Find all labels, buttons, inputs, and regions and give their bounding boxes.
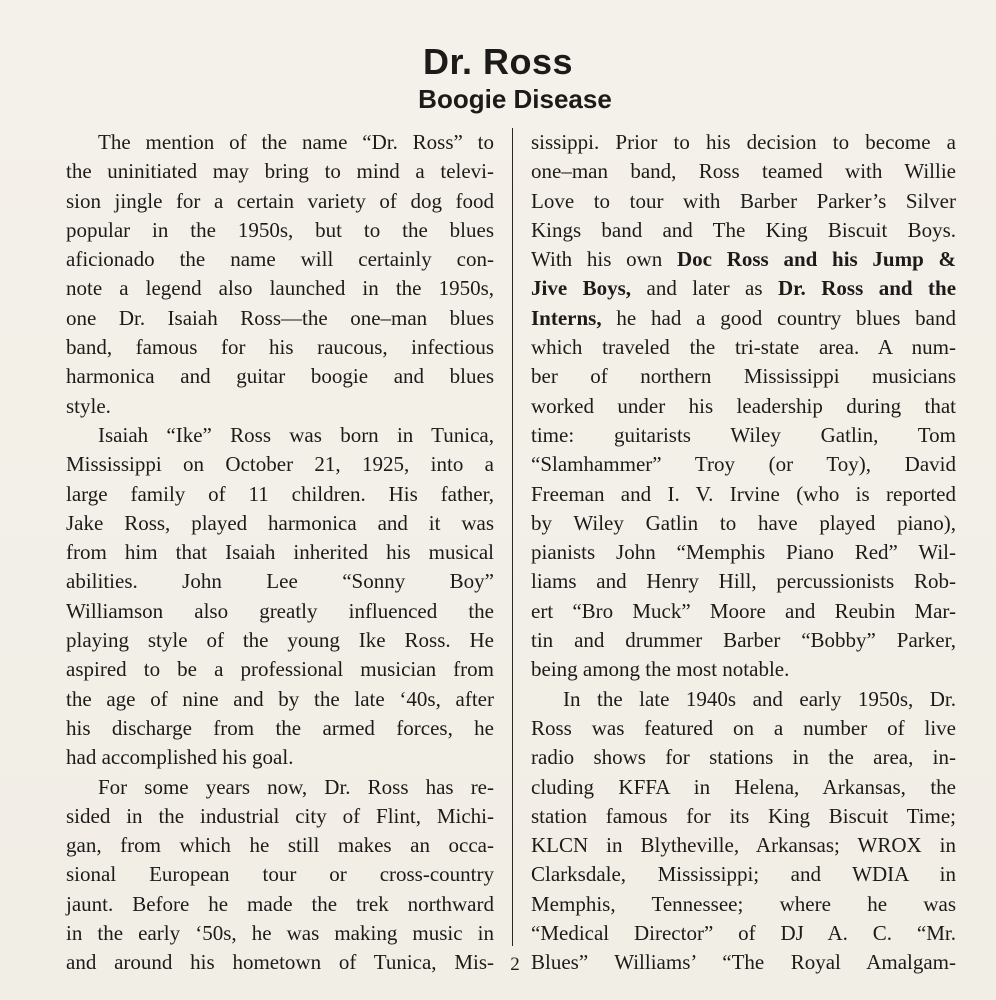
text-line: the uninitiated may bring to mind a televi- — [66, 159, 494, 184]
text-line: from him that Isaiah inherited his musical — [66, 540, 494, 565]
text-line — [531, 274, 956, 303]
text-line: radio shows for stations in the area, in- — [531, 745, 956, 770]
text-line: aficionado the name will certainly con- — [66, 247, 494, 272]
text-line: in the early ‘50s, he was making music in — [66, 921, 494, 946]
text-line: Jake Ross, played harmonica and it was — [66, 510, 494, 535]
text-line: For some years now, Dr. Ross has re- — [98, 774, 494, 799]
text-line: being among the most notable. — [531, 657, 790, 682]
text-line: had accomplished his goal. — [66, 745, 294, 770]
text-line — [531, 304, 956, 333]
text-line: station famous for its King Biscuit Time; — [531, 803, 956, 828]
text-line: popular in the 1950s, but to the blues — [66, 217, 494, 242]
text-line: Isaiah “Ike” Ross was born in Tunica, — [98, 422, 494, 447]
text-line: tin and drummer Barber “Bobby” Parker, — [531, 628, 956, 653]
text-line: sissippi. Prior to his decision to become a — [531, 130, 956, 154]
text-fragment: and later as — [631, 276, 778, 301]
text-line: “Slamhammer” Troy (or Toy), David — [531, 452, 956, 477]
text-line: ber of northern Mississippi musicians — [531, 364, 956, 389]
text-line: note a legend also launched in the 1950s, — [66, 276, 494, 301]
text-line: and around his hometown of Tunica, Mis- — [66, 950, 494, 975]
column-divider — [512, 128, 513, 946]
text-line: the age of nine and by the late ‘40s, after — [66, 686, 494, 711]
right-text-column — [531, 128, 956, 978]
text-line: In the late 1940s and early 1950s, Dr. — [563, 686, 956, 711]
text-line: ert “Bro Muck” Moore and Reubin Mar- — [531, 598, 956, 623]
text-line: Mississippi on October 21, 1925, into a — [66, 452, 494, 477]
text-line: liams and Henry Hill, percussionists Rob- — [531, 569, 956, 594]
bold-text: Interns, — [531, 305, 602, 330]
text-line: Ross was featured on a number of live — [531, 715, 956, 740]
left-text-column — [66, 128, 494, 978]
text-line: one–man band, Ross teamed with Willie — [531, 159, 956, 184]
text-line: abilities. John Lee “Sonny Boy” — [66, 569, 494, 594]
text-line: sided in the industrial city of Flint, Michi- — [66, 803, 494, 828]
bold-text: Jive Boys, — [531, 276, 632, 301]
text-line: KLCN in Blytheville, Arkansas; WROX in — [531, 833, 956, 858]
text-line: his discharge from the armed forces, he — [66, 715, 494, 740]
text-line: worked under his leadership during that — [531, 393, 956, 418]
text-line: harmonica and guitar boogie and blues — [66, 364, 494, 389]
text-line: sion jingle for a certain variety of dog food — [66, 188, 494, 213]
text-line: aspired to be a professional musician from — [66, 657, 494, 682]
text-line: by Wiley Gatlin to have played piano), — [531, 510, 956, 535]
text-line: one Dr. Isaiah Ross—the one–man blues — [66, 305, 494, 330]
text-line: Kings band and The King Biscuit Boys. — [531, 217, 956, 242]
bold-text: Dr. Ross and the — [777, 276, 957, 301]
text-line: band, famous for his raucous, infectious — [66, 335, 494, 360]
text-line: pianists John “Memphis Piano Red” Wil- — [531, 540, 956, 565]
text-line: large family of 11 children. His father, — [66, 481, 494, 506]
text-line: Clarksdale, Mississippi; and WDIA in — [531, 862, 956, 887]
text-line: style. — [66, 393, 111, 418]
text-line: “Medical Director” of DJ A. C. “Mr. — [531, 921, 956, 946]
text-line: Blues” Williams’ “The Royal Amalgam- — [531, 950, 956, 975]
text-line: The mention of the name “Dr. Ross” to — [98, 130, 494, 154]
text-fragment: With his own — [531, 247, 677, 272]
bold-text: Doc Ross and his Jump & — [677, 247, 956, 272]
page-number: 2 — [510, 954, 520, 975]
text-line: jaunt. Before he made the trek northward — [66, 891, 494, 916]
text-line: sional European tour or cross-country — [66, 862, 494, 887]
page-title: Dr. Ross — [422, 41, 574, 82]
text-line: playing style of the young Ike Ross. He — [66, 628, 494, 653]
page-subtitle: Boogie Disease — [418, 84, 612, 114]
text-line: which traveled the tri-state area. A num- — [531, 335, 956, 360]
text-line: Freeman and I. V. Irvine (who is reported — [531, 481, 956, 506]
text-fragment: he had a good country blues band — [601, 305, 956, 330]
text-line: gan, from which he still makes an occa- — [66, 833, 494, 858]
text-line: time: guitarists Wiley Gatlin, Tom — [531, 422, 956, 447]
text-line: Love to tour with Barber Parker’s Silver — [531, 188, 956, 213]
text-line: Memphis, Tennessee; where he was — [531, 891, 956, 916]
text-line — [531, 245, 956, 274]
text-line: Williamson also greatly influenced the — [66, 598, 494, 623]
text-line: cluding KFFA in Helena, Arkansas, the — [531, 774, 956, 799]
